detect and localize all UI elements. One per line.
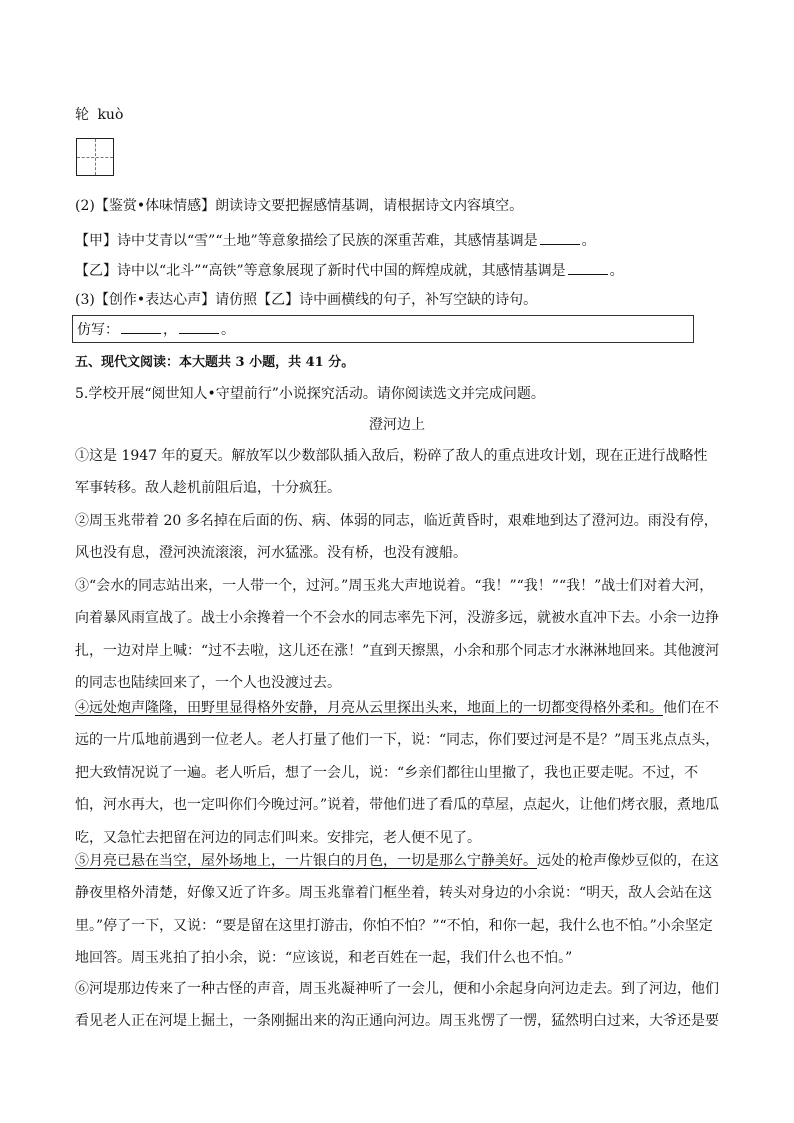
q2-yi-blank[interactable] xyxy=(568,260,608,275)
story-paragraph-4 xyxy=(75,692,720,854)
story-paragraph-6: ⑥河堤那边传来了一种古怪的声音，周玉兆凝神听了一会儿，便和小余起身向河边走去。到了河边，他们看见老人正在河堤上掘土，一条刚掘出来的沟正通向河边。周玉兆愣了一愣，猛然明白过来，大爷还是要 xyxy=(75,981,719,1030)
answer-box-prefix: 仿写： xyxy=(77,322,119,338)
q3-label: (3)【创作•表达心声】请仿照【乙】诗中画横线的句子，补写空缺的诗句。 xyxy=(75,292,538,308)
q2-yi-text: 【乙】诗中以“北斗”“高铁”等意象展现了新时代中国的辉煌成就，其感情基调是 xyxy=(75,263,566,279)
q2-yi-line xyxy=(75,260,624,281)
story-paragraph-5 xyxy=(75,845,720,975)
story-title: 澄河边上 xyxy=(369,417,425,433)
story-paragraph-2: ②周玉兆带着 20 多名掉在后面的伤、病、体弱的同志，临近黄昏时，艰难地到达了澄河边。雨没有停，风也没有息，澄河泱流滚滚，河水猛涨。没有桥，也没有渡船。 xyxy=(75,513,718,562)
q2-label: (2)【鉴赏•体味情感】朗读诗文要把握感情基调，请根据诗文内容填空。 xyxy=(75,198,524,214)
p4-underlined: ④远处炮声隆隆，田野里显得格外安静，月亮从云里探出头来，地面上的一切都变得格外柔和。 xyxy=(75,700,663,716)
q2-jia-text: 【甲】诗中艾青以“雪”“土地”等意象描绘了民族的深重苦难，其感情基调是 xyxy=(75,233,538,249)
pinyin-char: 轮 xyxy=(75,107,89,123)
section-header xyxy=(75,353,354,373)
answer-box-comma: ， xyxy=(163,322,177,338)
q5-intro: 5.学校开展“阅世知人•守望前行”小说探究活动。请你阅读选文并完成问题。 xyxy=(75,386,545,402)
q2-jia-end: 。 xyxy=(581,233,596,249)
p5-underlined: ⑤月亮已悬在当空，屋外场地上，一片银白的月色，一切是那么宁静美好。 xyxy=(75,853,537,869)
story-paragraph-1: ①这是 1947 年的夏天。解放军以少数部队插入敌后，粉碎了敌人的重点进攻计划，现在正进行战略性军事转移。敌人趁机前阻后追，十分疯狂。 xyxy=(75,448,708,497)
answer-blank-1[interactable] xyxy=(121,319,161,334)
q2-yi-end: 。 xyxy=(609,263,624,279)
answer-box-end: 。 xyxy=(221,322,235,338)
q2-jia-line xyxy=(75,230,596,251)
section-score: 本大题共 3 小题，共 41 分。 xyxy=(179,355,355,370)
story-paragraph-3: ③“会水的同志站出来，一人带一个，过河。”周玉兆大声地说着。“我！”“我！”“我！”战士们对着大河，向着暴风雨宣战了。战士小余搀着一个不会水的同志率先下河，没游多远，就被水直冲下去。小余一边挣扎，一边对岸上喊：“过不去啦，这儿还在涨！”直到天擦黑，小余和那个同志才水淋淋地回来。其他渡河的同志也陆续回来了，一个人也没渡过去。 xyxy=(75,578,720,692)
q2-jia-blank[interactable] xyxy=(540,230,580,245)
pinyin-text: kuò xyxy=(97,107,124,123)
p4-rest: 他们在不远的一片瓜地前遇到一位老人。老人打量了他们一下，说：“同志，你们要过河是不是？”周玉兆点点头，把大致情况说了一遍。老人听后，想了一会儿，说：“乡亲们都往山里撤了，我也正要走呢。不过，不怕，河水再大，也一定叫你们今晚过河。”说着，带他们进了看瓜的草屋，点起火，让他们烤衣服，煮地瓜吃，又急忙去把留在河边的同志们叫来。安排完，老人便不见了。 xyxy=(75,700,720,846)
grid-horizontal-guide xyxy=(77,157,113,158)
writing-grid-box[interactable] xyxy=(76,138,114,176)
answer-box-content xyxy=(77,319,235,340)
section-prefix: 五、现代文阅读： xyxy=(75,355,180,370)
imitation-answer-box[interactable] xyxy=(72,315,694,343)
p5-rest: 远处的枪声像炒豆似的，在这静夜里格外清楚，好像又近了许多。周玉兆靠着门框坐着，转头对身边的小余说：“明天，敌人会站在这里。”停了一下，又说：“要是留在这里打游击，你怕不怕？”“不怕，和你一起，我什么也不怕。”小余坚定地回答。周玉兆拍了拍小余，说：“应该说，和老百姓在一起，我们什么也不怕。” xyxy=(75,853,719,967)
pinyin-line xyxy=(75,105,123,125)
answer-blank-2[interactable] xyxy=(179,319,219,334)
